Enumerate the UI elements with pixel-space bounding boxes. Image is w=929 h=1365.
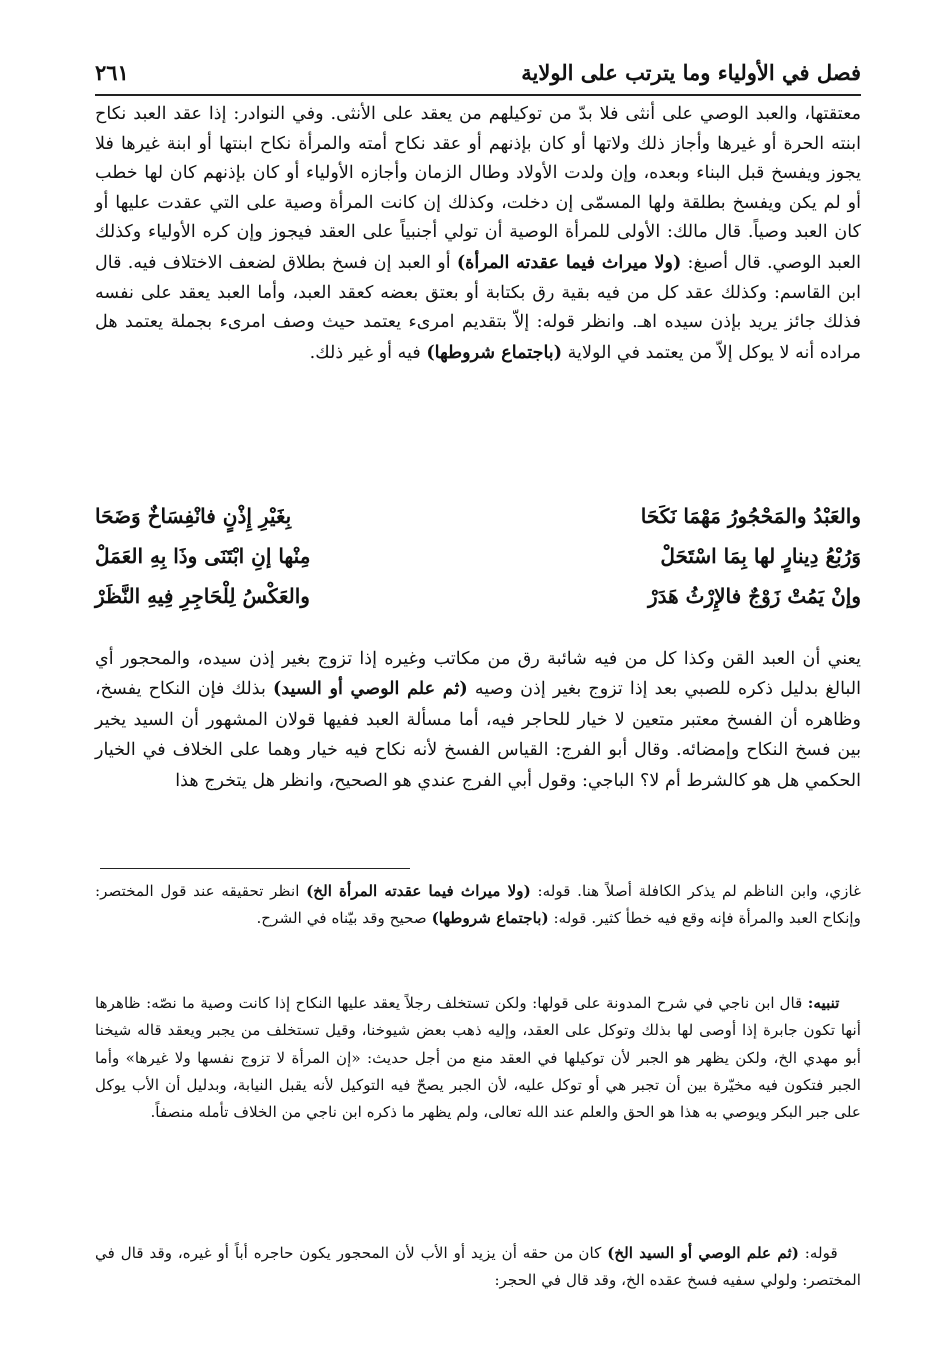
paragraph	[95, 644, 861, 797]
verse-line	[95, 584, 861, 624]
quoted-phrase: (ثم علم الوصي أو السيد)	[273, 678, 468, 700]
page-header	[95, 58, 861, 96]
verse-line	[95, 544, 861, 584]
text-run: كان من حقه أن يزيد أو الأب لأن المحجور يكون حاجره أباً أو غيره، وقد قال في المختصر: ولولي سفيه فسخ عقده الخ، وقد قال في الحجر:	[95, 1244, 861, 1290]
text-run: صحيح وقد بيّناه في الشرح.	[256, 909, 427, 928]
footnote-separator	[100, 868, 410, 869]
quoted-phrase: (باجتماع شروطها)	[431, 909, 549, 928]
verse-first-half: وإنْ يَمُتْ زَوْجٌ فالإِرْثُ هَدَرْ	[648, 584, 861, 608]
text-run: فيه أو غير ذلك.	[309, 342, 421, 363]
verse-second-half: والعَكْسُ لِلْحَاجِرِ فِيهِ النَّظَرْ	[95, 584, 310, 608]
verse-second-half: مِنْها إنِ ابْتَنَى وذَا بِهِ العَمَلْ	[95, 544, 311, 568]
main-text-lower	[95, 626, 861, 814]
text-run: قوله:	[804, 1244, 838, 1262]
text-run: بذلك فإن النكاح يفسخ، وظاهره أن الفسخ معتبر متعين لا خيار للحاجر فيه، أما مسألة العبد ففيها قولان المشهور أن السيد يخير بين فسخ النكاح وإمضائه. وقال أبو الفرج: القياس الفسخ لأنه نكاح فيه خيار وهما على الخلاف في الخيار الحكمي هل هو كالشرط أم لا؟ الباجي: وقول أبي الفرج عندي هو الصحيح، وانظر هل يتخرج هذا	[95, 679, 861, 791]
text-run: يعني أن العبد القن وكذا كل من فيه شائبة رق من مكاتب وغيره إذا تزوج بغير إذن سيده، والمحجور أي البالغ بدليل ذكره للصبي بعد إذا تزوج بغير إذن وصيه	[95, 648, 862, 700]
verse-second-half: بِغَيْرِ إِذْنٍ فانْفِسَاخٌ وَضَحَا	[95, 504, 292, 528]
note-label: تنبيه:	[807, 994, 840, 1012]
quoted-phrase: (باجتماع شروطها)	[426, 341, 563, 363]
main-text-upper	[95, 100, 861, 368]
verse-line	[95, 504, 861, 544]
page-number: ٢٦١	[95, 60, 129, 85]
poem-verses	[95, 500, 861, 625]
text-run: غازي، وابن الناظم لم يذكر الكافلة أصلاً هنا. قوله:	[537, 882, 862, 900]
text-run: معتقتها، والعبد الوصي على أنثى فلا بدّ من توكيلهم من يعقد على الأنثى. وفي النوادر: إذا عقد العبد نكاح ابنته الحرة أو غيرها وأجاز ذلك ولاتها أو كان بإذنهم أو عقد نكاح أمته والمرأة نكاح ابنتها أو ابنة غيرها فلا يجوز ويفسخ قبل البناء وبعده، وإن ولدت الأولاد وطال الزمان وأجازه الأولياء أو كان بإذنهم كان لها خطب أو لم يكن ويفسخ بطلقة ولها المسمّى إن دخلت، وكذلك إن كانت المرأة وصية على التي عقدت عليها أو كان العبد وصياً. قال مالك: الأولى للمرأة الوصية أن تولي أجنبياً على العقد فيجوز وإن كره الأولياء وكذلك العبد الوصي. قال أصبغ:	[95, 104, 861, 273]
paragraph	[95, 990, 861, 1126]
quoted-phrase: (ولا ميراث فيما عقدته المرأة الخ)	[306, 882, 531, 900]
text-run: انظر تحقيقه عند قول المختصر: وإنكاح العبد والمرأة فإنه وقع فيه خطأ كثير. قوله:	[95, 882, 861, 928]
footnote	[95, 1240, 861, 1295]
text-run: أو العبد إن فسخ بطلاق لضعف الاختلاف فيه. قال ابن القاسم: وكذلك عقد كل من فيه بقية رق بكتابة أو بعتق بعضه كعقد العبد، وأما العبد يعقد على نفسه فذلك جائز يريد بإذن سيده اهـ. وانظر قوله: إلاّ بتقديم امرىء يعتمد حيث وصف امرىء بجملة يعتمد هل مراده أنه لا يوكل إلاّ من يعتمد في الولاية	[95, 252, 861, 363]
quoted-phrase: (ثم علم الوصي أو السيد الخ)	[607, 1244, 799, 1262]
paragraph	[95, 100, 861, 368]
footnote	[95, 878, 861, 933]
verse-first-half: والعَبْدُ والمَحْجُورُ مَهْمَا نَكَحَا	[640, 504, 861, 528]
verse-first-half: وَرُبْعُ دِينارٍ لها بِمَا اسْتَحَلْ	[660, 544, 861, 568]
paragraph	[95, 878, 861, 933]
footnote-note	[95, 990, 861, 1126]
quoted-phrase: (ولا ميراث فيما عقدته المرأة)	[456, 251, 682, 273]
text-run: قال ابن ناجي في شرح المدونة على قولها: ولكن تستخلف رجلاً يعقد عليها النكاح إذا كانت وصية ما نصّه: ظاهرها أنها تكون جابرة إذا أوصى لها بذلك وتوكل على العقد، وإليه ذهب بعض شيوخنا، وقيل تستخلف من يجبر ويعقد قاله شيخنا أبو مهدي الخ، ولكن يظهر هو الجبر لأن توكيلها في العقد منع من أجل حديث: «إن المرأة لا تزوج نفسها ولا غيرها» وأما الجبر فتكون فيه مخيّرة بين أن تجبر هي أو توكل عليه، لأن الجبر يصحّ فيه التوكيل لأنه يقبل النيابة، وبدليل أن الأب يوكل على جبر البكر ويوصي به هذا هو الحق والعلم عند الله تعالى، ولم يظهر ما ذكره ابن ناجي من الخلاف تأمله منصفاً.	[95, 994, 861, 1122]
running-title: فصل في الأولياء وما يترتب على الولاية	[521, 60, 861, 85]
paragraph	[95, 1240, 861, 1295]
